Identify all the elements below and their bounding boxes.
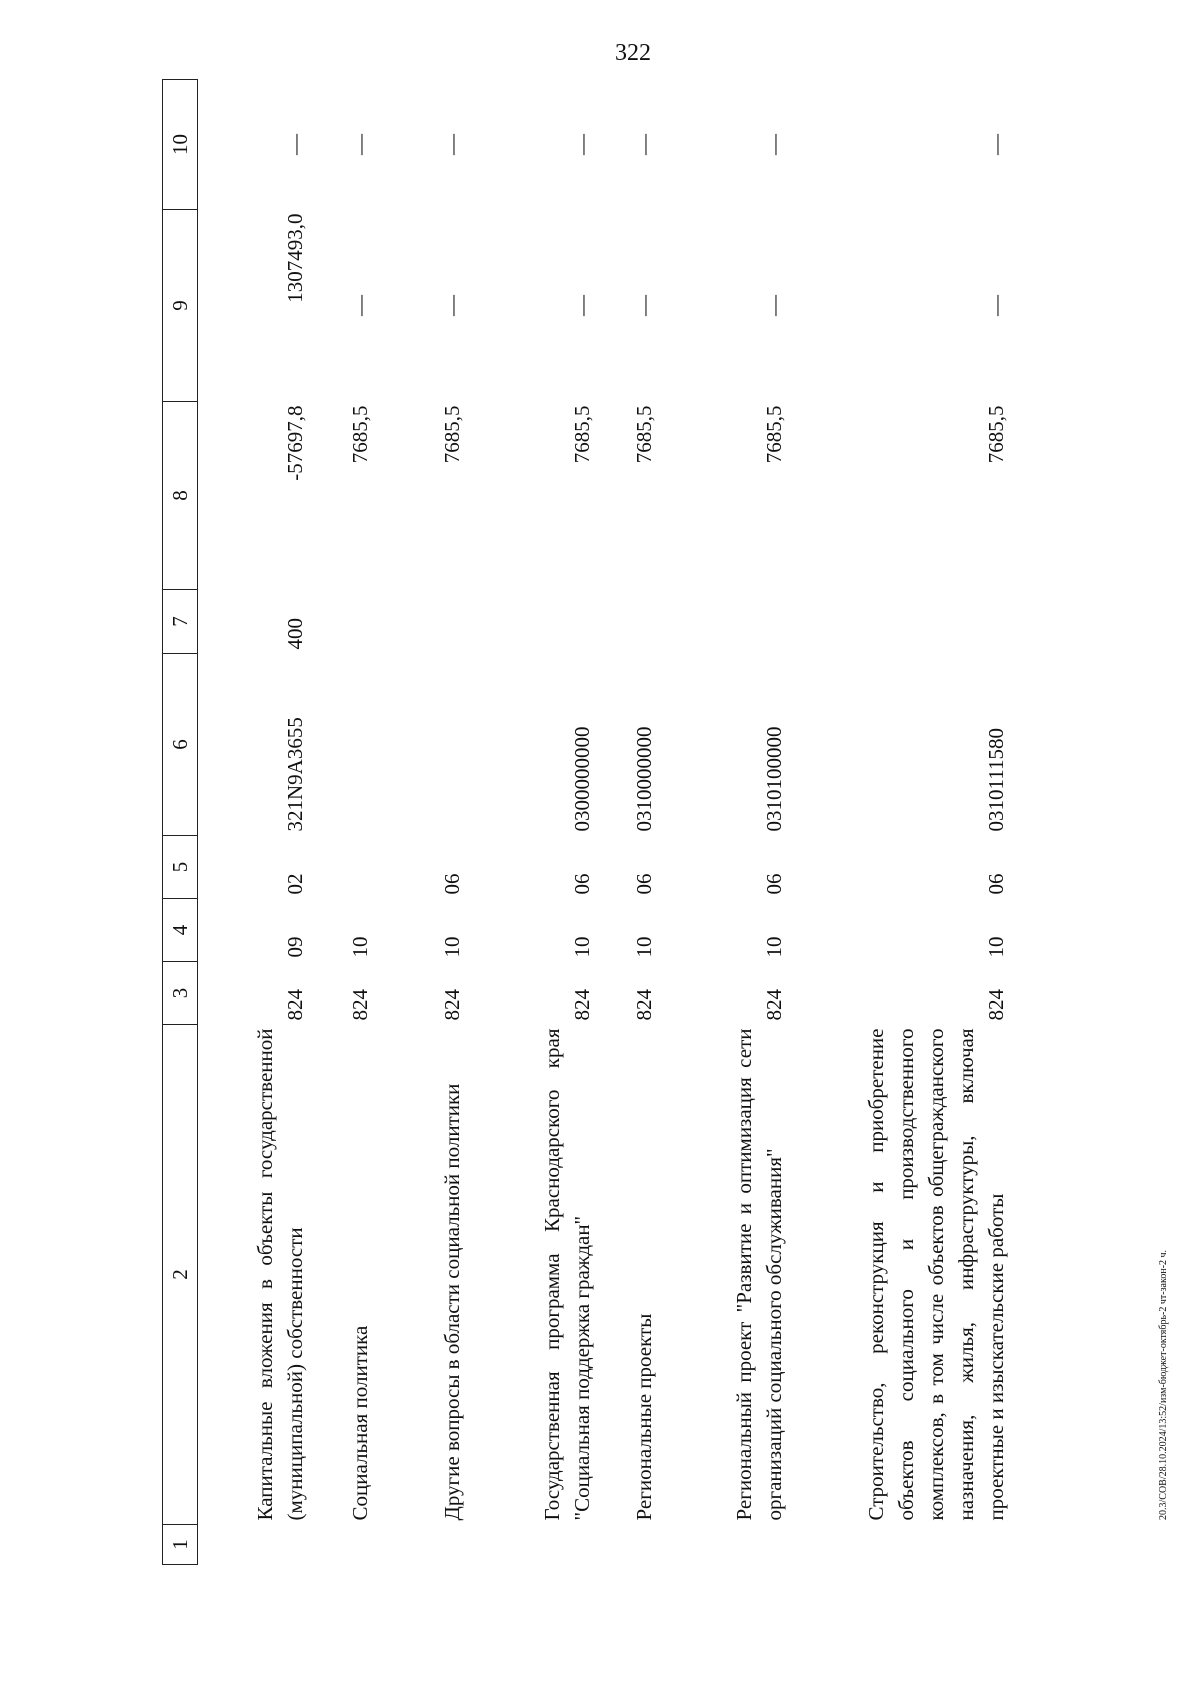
cell-col6: 0300000000	[569, 726, 594, 832]
cell-col8: 7685,5	[439, 405, 464, 464]
col-header-10: 10	[163, 80, 198, 210]
cell-col7	[603, 590, 665, 654]
cell-col3: 824	[282, 989, 307, 1021]
cell-col4: 10	[439, 936, 464, 958]
cell-col10: —	[282, 134, 307, 155]
cell-col7	[473, 590, 603, 654]
cell-col6: 0310100000	[761, 726, 786, 832]
cell-col9: —	[569, 295, 594, 316]
cell-col5: 02	[282, 873, 307, 895]
cell-col8: 7685,5	[347, 405, 372, 464]
cell-col10: —	[631, 134, 656, 155]
col-header-3: 3	[163, 962, 198, 1025]
row-name: Государственная программа Краснодарского края "Социальная поддержка граждан"	[539, 1028, 594, 1521]
cell-col3: 824	[439, 989, 464, 1021]
cell-col6	[316, 654, 381, 836]
cell-col4: 10	[347, 936, 372, 958]
cell-col6: 0310000000	[631, 726, 656, 832]
cell-col9: 1307493,0	[282, 213, 307, 303]
cell-col10: —	[761, 134, 786, 155]
row-name: Другие вопросы в области социальной политики	[439, 1083, 464, 1521]
cell-col9: —	[631, 295, 656, 316]
cell-col3: 824	[631, 989, 656, 1021]
cell-col6: 321N9A3655	[282, 717, 307, 832]
cell-col8: 7685,5	[983, 405, 1008, 464]
row-name: Региональный проект "Развитие и оптимизация сети организаций социального обслуживания"	[731, 1028, 786, 1521]
cell-col10: —	[439, 134, 464, 155]
cell-col7	[381, 590, 473, 654]
cell-col10: —	[347, 134, 372, 155]
col-header-6: 6	[163, 654, 198, 836]
cell-col4: 10	[761, 936, 786, 958]
cell-col9: —	[761, 295, 786, 316]
cell-col5: 06	[983, 873, 1008, 895]
cell-col3: 824	[569, 989, 594, 1021]
page-number: 322	[615, 40, 651, 66]
cell-col9: —	[983, 295, 1008, 316]
cell-col4: 10	[631, 936, 656, 958]
cell-col8: 7685,5	[761, 405, 786, 464]
cell-col3: 824	[347, 989, 372, 1021]
cell-col7: 400	[282, 618, 307, 650]
cell-col6: 0310111580	[983, 728, 1008, 832]
table-row	[795, 80, 1017, 1565]
cell-col10: —	[983, 134, 1008, 155]
cell-col5: 06	[631, 873, 656, 895]
row-name: Капитальные вложения в объекты государственной (муниципальной) собственности	[252, 1028, 307, 1521]
col-header-7: 7	[163, 590, 198, 654]
cell-col5	[316, 836, 381, 899]
cell-col9: —	[347, 295, 372, 316]
footer-code: 20.3/СОВ/28.10.2024/13:52/изм-бюджет-октябрь-2 чт-закон-2 ч.	[1158, 1249, 1169, 1520]
cell-col5: 06	[761, 873, 786, 895]
cell-col3: 824	[761, 989, 786, 1021]
cell-col10: —	[569, 134, 594, 155]
budget-table	[162, 79, 1017, 1565]
col-header-8: 8	[163, 402, 198, 590]
table-row	[381, 80, 473, 1565]
table-row	[665, 80, 795, 1565]
cell-col7	[665, 590, 795, 654]
cell-col4: 10	[983, 936, 1008, 958]
col-header-2: 2	[163, 1025, 198, 1525]
table-row	[316, 80, 381, 1565]
table-row	[198, 80, 316, 1565]
row-name: Строительство, реконструкция и приобретение объектов социального и производственного комплексов, в том числе объектов общегражданского назначения, жилья, инфраструктуры, включая проектные и изыскательские работы	[863, 1028, 1008, 1521]
cell-col8: 7685,5	[631, 405, 656, 464]
table-row	[473, 80, 603, 1565]
cell-col7	[316, 590, 381, 654]
cell-col4: 09	[282, 936, 307, 958]
table-header-row	[163, 80, 198, 1565]
col-header-9: 9	[163, 210, 198, 402]
row-name: Социальная политика	[347, 1325, 372, 1521]
cell-col8: 7685,5	[569, 405, 594, 464]
cell-col4: 10	[569, 936, 594, 958]
cell-col7	[795, 590, 1017, 654]
col-header-5: 5	[163, 836, 198, 899]
rotated-table-container	[162, 80, 1070, 1565]
table-row	[603, 80, 665, 1565]
col-header-4: 4	[163, 899, 198, 962]
cell-col8: -57697,8	[282, 405, 307, 481]
cell-col6	[381, 654, 473, 836]
col-header-1: 1	[163, 1525, 198, 1565]
cell-col9: —	[439, 295, 464, 316]
cell-col5: 06	[439, 873, 464, 895]
cell-col5: 06	[569, 873, 594, 895]
cell-col3: 824	[983, 989, 1008, 1021]
row-name: Региональные проекты	[631, 1313, 656, 1521]
